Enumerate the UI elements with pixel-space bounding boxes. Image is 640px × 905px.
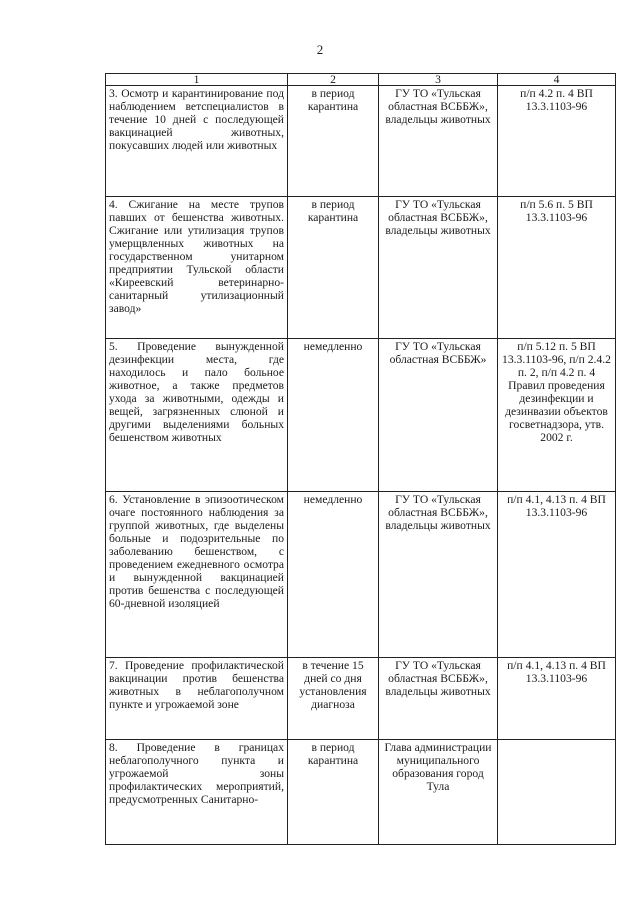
measure-cell: 8. Проведение в границах неблагополучного пункта и угрожаемой зоны профилактических мероприятий, предусмотренных Санитарно-: [106, 740, 288, 845]
measure-cell: 6. Установление в эпизоотическом очаге постоянного наблюдения за группой животных, где выделены больные и подозрительные по заболеванию бешенством, с проведением ежедневного осмотра и вынужденной вакцинацией против бешенства с последующей 60-дневной изоляцией: [106, 492, 288, 658]
timing-cell: в период карантина: [288, 197, 379, 339]
table-row: [106, 339, 616, 492]
responsible-cell: ГУ ТО «Тульская областная ВСББЖ», владельцы животных: [379, 492, 498, 658]
table-row: [106, 492, 616, 658]
timing-cell: в течение 15 дней со дня установления диагноза: [288, 658, 379, 740]
page-number: 2: [316, 42, 324, 57]
timing-cell: немедленно: [288, 492, 379, 658]
column-header: 3: [379, 74, 498, 86]
reference-cell: п/п 5.12 п. 5 ВП 13.3.1103-96, п/п 2.4.2 п. 2, п/п 4.2 п. 4 Правил проведения дезинфекции и дезинвазии объектов госветнадзора, утв. 2002 г.: [498, 339, 616, 492]
table-row: [106, 86, 616, 197]
timing-cell: в период карантина: [288, 86, 379, 197]
table-row: [106, 658, 616, 740]
column-header: 1: [106, 74, 288, 86]
reference-cell: п/п 4.2 п. 4 ВП 13.3.1103-96: [498, 86, 616, 197]
measure-cell: 5. Проведение вынужденной дезинфекции места, где находилось и пало больное животное, а также предметов ухода за животными, одежды и вещей, загрязненных слюной и другими выделениями больных бешенством животных: [106, 339, 288, 492]
reference-cell: п/п 4.1, 4.13 п. 4 ВП 13.3.1103-96: [498, 658, 616, 740]
measure-cell: 7. Проведение профилактической вакцинации против бешенства животных в неблагополучном пункте и угрожаемой зоне: [106, 658, 288, 740]
reference-cell: [498, 740, 616, 845]
measure-cell: 4. Сжигание на месте трупов павших от бешенства животных. Сжигание или утилизация трупов умерщвленных животных на государственном унитарном предприятии Тульской области «Киреевский ветеринарно-санитарный утилизационный завод»: [106, 197, 288, 339]
timing-cell: немедленно: [288, 339, 379, 492]
reference-cell: п/п 5.6 п. 5 ВП 13.3.1103-96: [498, 197, 616, 339]
column-header: 2: [288, 74, 379, 86]
responsible-cell: Глава администрации муниципального образования город Тула: [379, 740, 498, 845]
table-header-row: [106, 74, 616, 86]
column-header: 4: [498, 74, 616, 86]
measure-cell: 3. Осмотр и карантинирование под наблюдением ветспециалистов в течение 10 дней с последующей вакцинацией животных, покусавших людей или животных: [106, 86, 288, 197]
responsible-cell: ГУ ТО «Тульская областная ВСББЖ»: [379, 339, 498, 492]
measures-table: [105, 73, 616, 845]
table-row: [106, 197, 616, 339]
table-row: [106, 740, 616, 845]
responsible-cell: ГУ ТО «Тульская областная ВСББЖ», владельцы животных: [379, 86, 498, 197]
responsible-cell: ГУ ТО «Тульская областная ВСББЖ», владельцы животных: [379, 658, 498, 740]
reference-cell: п/п 4.1, 4.13 п. 4 ВП 13.3.1103-96: [498, 492, 616, 658]
responsible-cell: ГУ ТО «Тульская областная ВСББЖ», владельцы животных: [379, 197, 498, 339]
timing-cell: в период карантина: [288, 740, 379, 845]
